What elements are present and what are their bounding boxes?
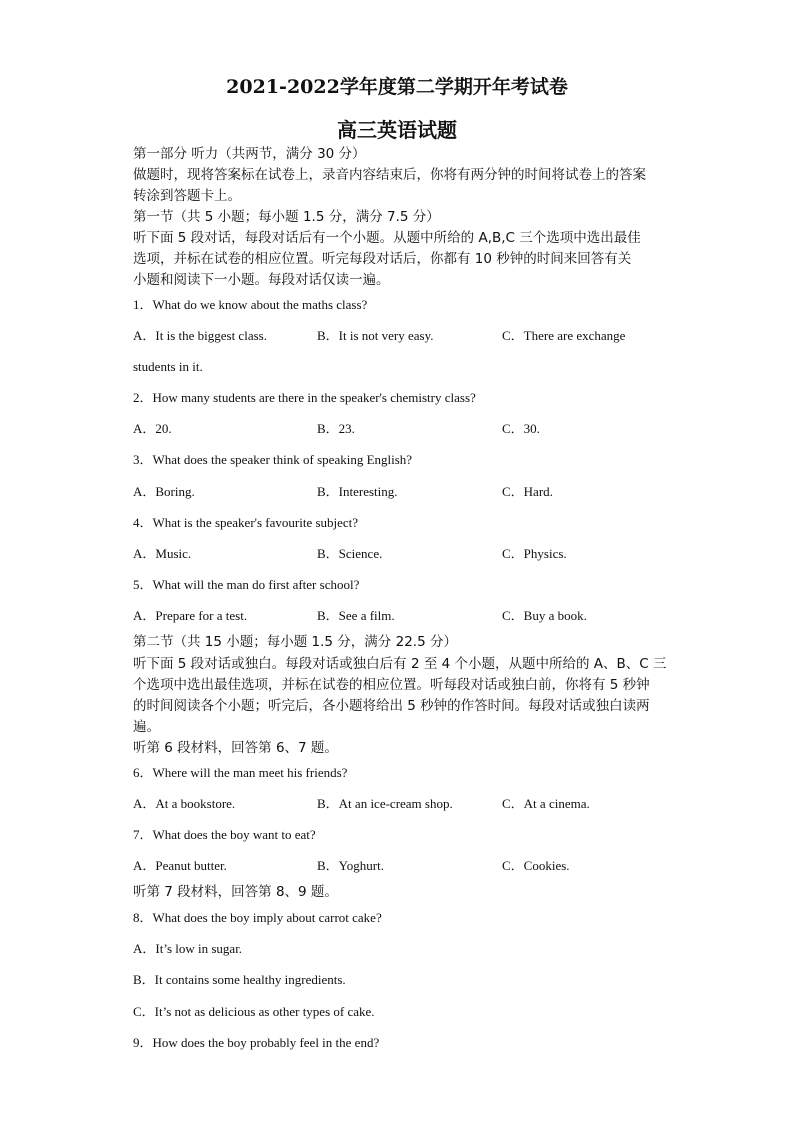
option-c: C．30.: [502, 421, 540, 436]
section2-intro-line: 个选项中选出最佳选项，并标在试卷的相应位置。听每段对话或独白前，你将有 5 秒钟: [133, 677, 650, 693]
option-b: B．It contains some healthy ingredients.: [133, 972, 346, 987]
option-b: B．See a film.: [317, 608, 395, 623]
option-a: A．It’s low in sugar.: [133, 941, 243, 956]
option-a: A．Boring.: [133, 484, 195, 499]
section2-intro-line: 听下面 5 段对话或独白。每段对话或独白后有 2 至 4 个小题，从题中所给的 A、B、C 三: [133, 656, 667, 672]
question-text: 8．What does the boy imply about carrot cake?: [133, 910, 382, 925]
option-a: A．Peanut butter.: [133, 858, 227, 873]
option-b: B．It is not very easy.: [317, 328, 434, 343]
option-c: C．Cookies.: [502, 858, 570, 873]
option-c: C．Hard.: [502, 484, 553, 499]
question-text: 4．What is the speaker's favourite subject?: [133, 515, 359, 530]
section2-intro-line: 遍。: [133, 719, 160, 735]
option-c-continuation: students in it.: [133, 359, 203, 374]
question-text: 9．How does the boy probably feel in the end?: [133, 1035, 380, 1050]
option-b: B．At an ice-cream shop.: [317, 796, 453, 811]
section1-heading: 第一节（共 5 小题；每小题 1.5 分，满分 7.5 分）: [133, 209, 440, 225]
option-a: A．20.: [133, 421, 172, 436]
option-a: A．Music.: [133, 546, 192, 561]
option-c: C．Physics.: [502, 546, 567, 561]
question-text: 1．What do we know about the maths class?: [133, 297, 368, 312]
option-b: B．Interesting.: [317, 484, 398, 499]
question-text: 5．What will the man do first after school?: [133, 577, 360, 592]
material-instruction: 听第 7 段材料，回答第 8、9 题。: [133, 884, 338, 900]
question-text: 2．How many students are there in the speaker's chemistry class?: [133, 390, 476, 405]
exam-subtitle: 高三英语试题: [337, 118, 457, 142]
section2-intro-line: 的时间阅读各个小题；听完后，各小题将给出 5 秒钟的作答时间。每段对话或独白读两: [133, 698, 650, 714]
option-a: A．Prepare for a test.: [133, 608, 248, 623]
part1-intro-line: 转涂到答题卡上。: [133, 188, 241, 204]
section2-heading: 第二节（共 15 小题；每小题 1.5 分，满分 22.5 分）: [133, 634, 457, 650]
option-b: B．Yoghurt.: [317, 858, 384, 873]
question-text: 3．What does the speaker think of speaking English?: [133, 452, 413, 467]
exam-title: 2021-2022学年度第二学期开年考试卷: [226, 76, 568, 98]
question-text: 7．What does the boy want to eat?: [133, 827, 316, 842]
option-c: C．At a cinema.: [502, 796, 590, 811]
part1-intro-line: 做题时，现将答案标在试卷上，录音内容结束后，你将有两分钟的时间将试卷上的答案: [133, 167, 646, 183]
option-c: C．Buy a book.: [502, 608, 587, 623]
option-c: C．It’s not as delicious as other types of cake.: [133, 1004, 375, 1019]
part1-heading: 第一部分 听力（共两节，满分 30 分）: [133, 146, 366, 162]
option-b: B．Science.: [317, 546, 383, 561]
section1-intro-line: 选项，并标在试卷的相应位置。听完每段对话后，你都有 10 秒钟的时间来回答有关: [133, 251, 632, 267]
material-instruction: 听第 6 段材料，回答第 6、7 题。: [133, 740, 338, 756]
question-text: 6．Where will the man meet his friends?: [133, 765, 348, 780]
option-b: B．23.: [317, 421, 355, 436]
section1-intro-line: 听下面 5 段对话，每段对话后有一个小题。从题中所给的 A,B,C 三个选项中选出最佳: [133, 230, 641, 246]
section1-intro-line: 小题和阅读下一小题。每段对话仅读一遍。: [133, 272, 390, 288]
option-a: A．It is the biggest class.: [133, 328, 267, 343]
option-c: C．There are exchange: [502, 328, 626, 343]
option-a: A．At a bookstore.: [133, 796, 236, 811]
